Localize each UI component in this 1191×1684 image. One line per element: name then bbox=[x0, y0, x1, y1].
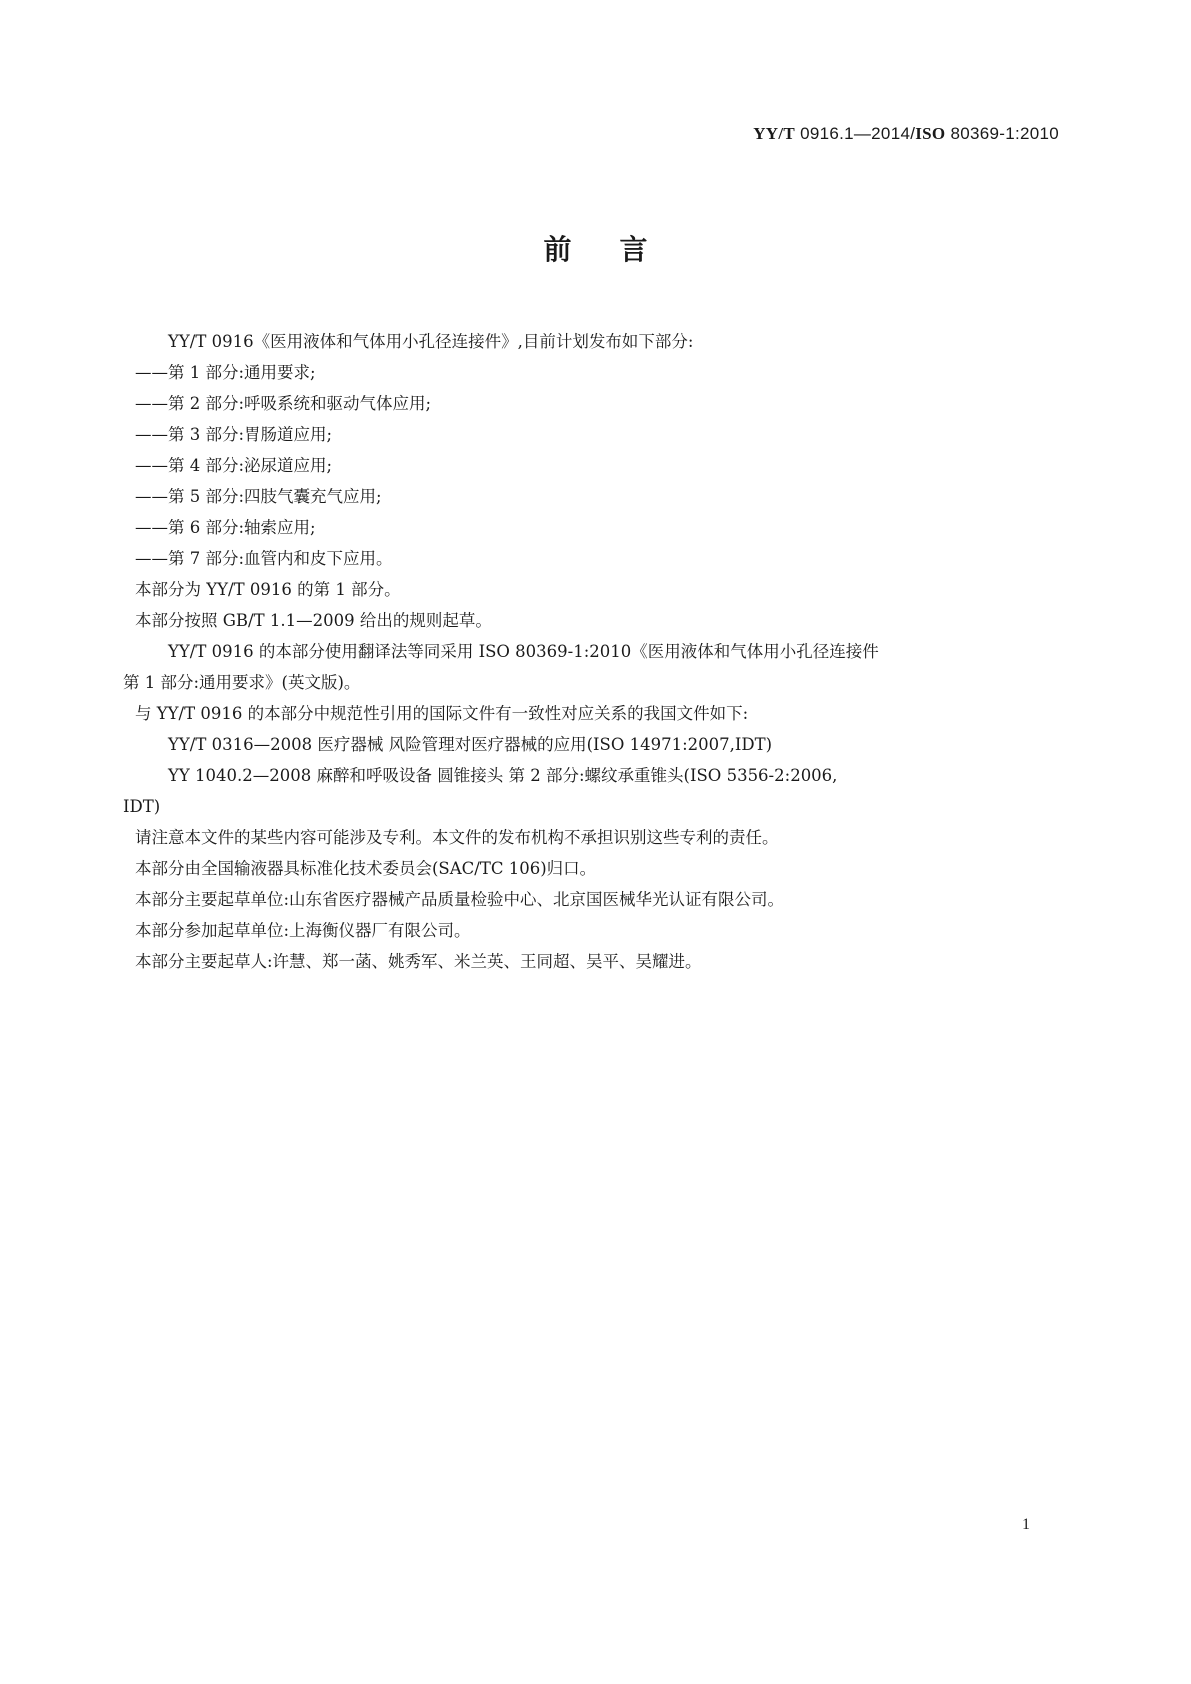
paragraph: 本部分主要起草人:许慧、郑一菡、姚秀军、米兰英、王同超、吴平、吴耀进。 bbox=[135, 952, 702, 971]
part-list-item: ——第 4 部分:泌尿道应用; bbox=[135, 456, 333, 475]
reference-item: YY/T 0316—2008 医疗器械 风险管理对医疗器械的应用(ISO 14971:2007,IDT) bbox=[168, 735, 773, 754]
iso-number: 80369-1:2010 bbox=[945, 124, 1059, 143]
part-list-item: ——第 6 部分:轴索应用; bbox=[135, 518, 316, 537]
part-list-item: ——第 5 部分:四肢气囊充气应用; bbox=[135, 487, 382, 506]
paragraph: 本部分由全国输液器具标准化技术委员会(SAC/TC 106)归口。 bbox=[135, 859, 597, 878]
part-list-item: ——第 1 部分:通用要求; bbox=[135, 363, 316, 382]
paragraph: 本部分按照 GB/T 1.1—2009 给出的规则起草。 bbox=[135, 611, 492, 630]
part-list-item: ——第 7 部分:血管内和皮下应用。 bbox=[135, 549, 393, 568]
paragraph-continuation: 第 1 部分:通用要求》(英文版)。 bbox=[123, 673, 361, 692]
reference-item: YY 1040.2—2008 麻醉和呼吸设备 圆锥接头 第 2 部分:螺纹承重锥头(ISO 5356-2:2006, bbox=[168, 766, 838, 785]
paragraph: 与 YY/T 0916 的本部分中规范性引用的国际文件有一致性对应关系的我国文件如下: bbox=[135, 704, 749, 723]
standard-prefix: YY/T bbox=[753, 124, 796, 143]
page-title: 前言 bbox=[543, 233, 696, 266]
paragraph: 本部分主要起草单位:山东省医疗器械产品质量检验中心、北京国医械华光认证有限公司。 bbox=[135, 890, 785, 909]
paragraph: 本部分为 YY/T 0916 的第 1 部分。 bbox=[135, 580, 401, 599]
paragraph: YY/T 0916 的本部分使用翻译法等同采用 ISO 80369-1:2010《医用液体和气体用小孔径连接件 bbox=[168, 642, 879, 661]
paragraph: 本部分参加起草单位:上海衡仪器厂有限公司。 bbox=[135, 921, 471, 940]
foreword-body bbox=[123, 326, 1055, 977]
reference-continuation: IDT) bbox=[123, 797, 161, 816]
intro-paragraph: YY/T 0916《医用液体和气体用小孔径连接件》,目前计划发布如下部分: bbox=[168, 332, 694, 351]
standard-number: 0916.1—2014/ bbox=[795, 124, 916, 143]
paragraph: 请注意本文件的某些内容可能涉及专利。本文件的发布机构不承担识别这些专利的责任。 bbox=[135, 828, 779, 847]
part-list-item: ——第 3 部分:胃肠道应用; bbox=[135, 425, 333, 444]
iso-prefix: ISO bbox=[915, 124, 946, 143]
part-list-item: ——第 2 部分:呼吸系统和驱动气体应用; bbox=[135, 394, 432, 413]
page-number: 1 bbox=[1022, 1516, 1030, 1533]
standard-number-header bbox=[753, 124, 1059, 144]
